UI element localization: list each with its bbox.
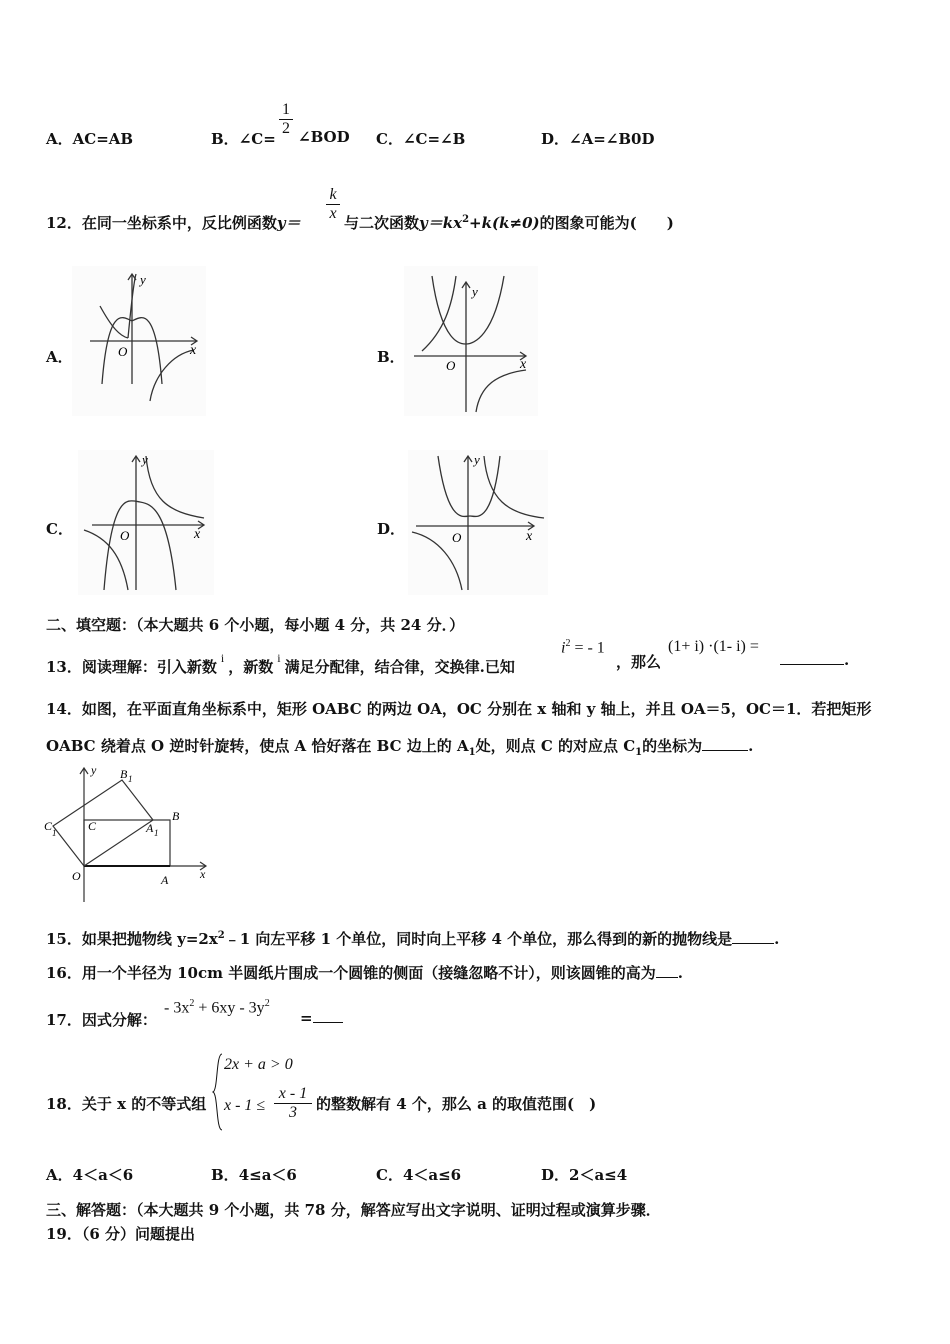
q12-fraction: $\frac{k}{x}$ bbox=[326, 186, 340, 223]
graph-b bbox=[404, 266, 538, 416]
q14-c-label: C bbox=[88, 819, 97, 833]
svg-text:1: 1 bbox=[128, 774, 133, 784]
q17-answer-blank: = bbox=[300, 1009, 343, 1027]
q14-line2: OABC 绕着点 O 逆时针旋转，使点 A 恰好落在 BC 边上的 $A_1$处，则点 C 的对应点 $C_1$的坐标为 . bbox=[46, 737, 754, 758]
q18-option-d: D．2＜a≤4 bbox=[541, 1166, 628, 1184]
svg-text:1: 1 bbox=[52, 828, 57, 838]
q12-stem: 12．在同一坐标系中，反比例函数y＝ bbox=[46, 214, 301, 232]
q12-option-a-label: A． bbox=[46, 348, 73, 366]
graph-c-y-label: y bbox=[142, 452, 148, 467]
q14-x-label: x bbox=[200, 867, 206, 881]
graph-a-x-label: x bbox=[190, 343, 197, 358]
q11-option-c: C．∠C=∠B bbox=[376, 130, 466, 148]
q13-condition: $i^2$ = - 1 bbox=[561, 638, 605, 657]
q18-inequality-1: 2x + a > 0 bbox=[224, 1056, 293, 1073]
q14-a-label: A bbox=[161, 873, 169, 887]
q14-line1: 14．如图，在平面直角坐标系中，矩形 OABC 的两边 OA，OC 分别在 x 轴和 y 轴上，并且 OA＝5，OC＝1．若把矩形 bbox=[46, 700, 872, 718]
q14-o-label: O bbox=[72, 869, 81, 883]
q18-option-c: C．4＜a≤6 bbox=[376, 1166, 462, 1184]
graph-a-origin-label: O bbox=[118, 344, 128, 359]
q18-stem: 18．关于 x 的不等式组 bbox=[46, 1095, 207, 1113]
graph-d-y-label: y bbox=[474, 452, 480, 467]
graph-b-origin-label: O bbox=[446, 358, 456, 373]
graph-c-origin-label: O bbox=[120, 528, 130, 543]
q18-fraction: $\frac{x - 1}{3}$ bbox=[274, 1085, 312, 1122]
q14-a1-label: A bbox=[146, 821, 154, 835]
graph-d bbox=[408, 450, 548, 595]
q14-y-label: y bbox=[91, 763, 97, 777]
q18-brace bbox=[212, 1052, 224, 1132]
q13-answer-blank: . bbox=[780, 651, 849, 669]
q11-option-b-fraction: $\frac{1}{2}$ bbox=[279, 101, 293, 138]
graph-d-origin-label: O bbox=[452, 530, 462, 545]
q13-stem: 13．阅读理解：引入新数 $^i$ ，新数 $^i$ 满足分配律，结合律，交换律.已知 bbox=[46, 651, 515, 676]
q19-stem: 19．（6 分）问题提出 bbox=[46, 1225, 196, 1243]
q18-stem-tail: 的整数解有 4 个，那么 a 的取值范围( ) bbox=[316, 1095, 597, 1113]
graph-d-x-label: x bbox=[526, 529, 533, 544]
q14-c1-label: C bbox=[44, 819, 53, 833]
q18-option-b: B．4≤a＜6 bbox=[211, 1166, 297, 1184]
section-3-title: 三、解答题：（本大题共 9 个小题，共 78 分，解答应写出文字说明、证明过程或演算步骤． bbox=[46, 1201, 661, 1219]
q12-option-c-label: C． bbox=[46, 520, 73, 538]
q13-expression: (1+ i) ·(1- i) = bbox=[668, 638, 759, 655]
q11-option-b: B．∠C= bbox=[211, 130, 276, 148]
q14-b1-label: B bbox=[120, 767, 128, 781]
graph-a bbox=[72, 266, 206, 416]
section-2-title: 二、填空题：（本大题共 6 个小题，每小题 4 分，共 24 分．） bbox=[46, 616, 465, 634]
q14-b-label: B bbox=[172, 809, 180, 823]
q12-stem-tail: 与二次函数$y=kx^2+k(k\ne 0)$的图象可能为( ) bbox=[344, 214, 674, 232]
graph-b-y-label: y bbox=[472, 284, 478, 299]
graph-c bbox=[78, 450, 214, 595]
q18-option-a: A．4＜a＜6 bbox=[46, 1166, 134, 1184]
graph-c-x-label: x bbox=[194, 527, 201, 542]
q11-option-a: A．AC=AB bbox=[46, 130, 134, 148]
q17-stem: 17．因式分解： bbox=[46, 1011, 157, 1029]
q18-inequality-2: x - 1 ≤ bbox=[224, 1097, 266, 1114]
q16-stem: 16．用一个半径为 10cm 半圆纸片围成一个圆锥的侧面（接缝忽略不计），则该圆锥的高为 . bbox=[46, 964, 683, 982]
q15-stem: 15．如果把抛物线 $y=2x^2﹣1$ 向左平移 1 个单位，同时向上平移 4 个单位，那么得到的新的抛物线是 . bbox=[46, 930, 780, 948]
q17-expression: - $3x^2 + 6xy - 3y^2$ bbox=[164, 998, 270, 1017]
q11-option-d: D．∠A=∠B0D bbox=[541, 130, 655, 148]
graph-b-x-label: x bbox=[520, 357, 527, 372]
q13-then: ，那么 bbox=[616, 653, 662, 671]
svg-text:1: 1 bbox=[154, 828, 159, 838]
graph-a-y-label: y bbox=[140, 272, 146, 287]
q11-option-b-tail: ∠BOD bbox=[298, 128, 350, 146]
q12-option-d-label: D． bbox=[377, 520, 406, 538]
q12-option-b-label: B． bbox=[377, 348, 405, 366]
q14-figure bbox=[42, 762, 212, 908]
